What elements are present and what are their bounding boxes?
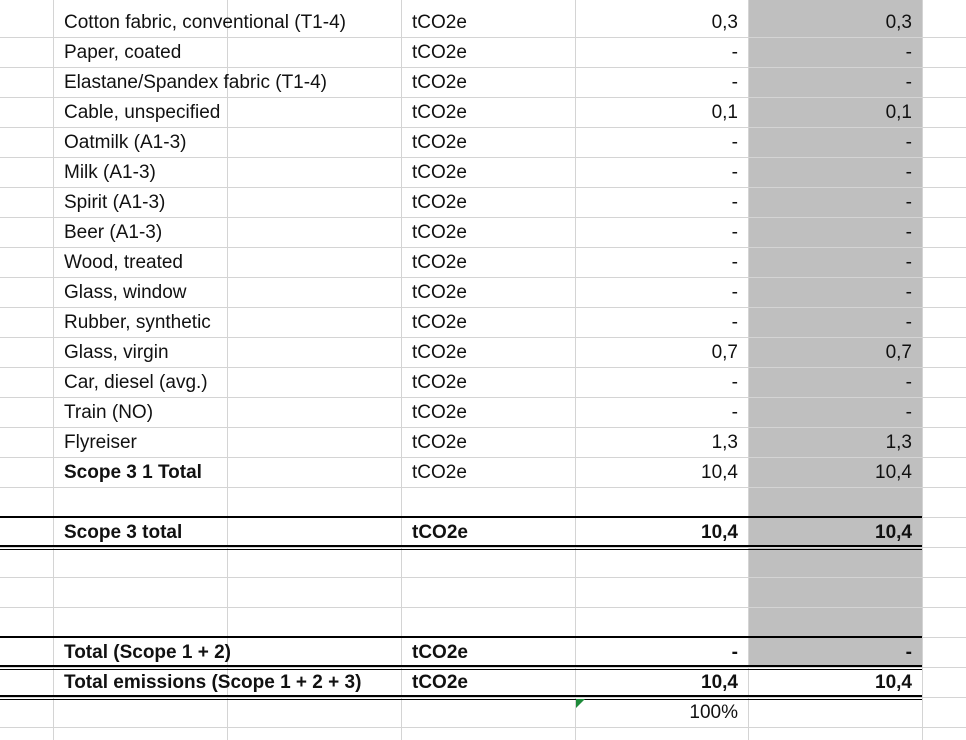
value-cell-shaded[interactable]: -: [905, 372, 912, 393]
row-label-cell[interactable]: Scope 3 total: [64, 522, 183, 543]
table-row[interactable]: [0, 128, 966, 158]
value-cell-shaded[interactable]: [750, 548, 912, 577]
value-cell[interactable]: -: [731, 312, 738, 333]
value-cell[interactable]: 10,4: [701, 672, 738, 693]
value-cell[interactable]: -: [731, 132, 738, 153]
table-row[interactable]: [0, 608, 966, 638]
table-row[interactable]: [0, 68, 966, 98]
unit-cell[interactable]: tCO2e: [412, 372, 467, 393]
value-cell[interactable]: [576, 548, 738, 577]
value-cell[interactable]: -: [731, 282, 738, 303]
row-label-cell[interactable]: Scope 3 1 Total: [64, 462, 202, 483]
value-cell-shaded[interactable]: 10,4: [875, 462, 912, 483]
value-cell-shaded[interactable]: -: [905, 252, 912, 273]
table-row[interactable]: [0, 38, 966, 68]
unit-cell[interactable]: tCO2e: [412, 342, 467, 363]
value-cell-shaded[interactable]: -: [905, 42, 912, 63]
value-cell[interactable]: -: [731, 372, 738, 393]
value-cell[interactable]: 0,7: [711, 342, 738, 363]
unit-cell[interactable]: tCO2e: [412, 402, 467, 423]
row-label-cell[interactable]: Car, diesel (avg.): [64, 372, 208, 393]
row-label-cell[interactable]: Rubber, synthetic: [64, 312, 211, 333]
row-label-cell[interactable]: Glass, virgin: [64, 342, 169, 363]
table-row[interactable]: [0, 668, 966, 698]
row-label-cell[interactable]: Wood, treated: [64, 252, 184, 273]
value-cell-shaded[interactable]: -: [905, 132, 912, 153]
value-cell-shaded[interactable]: 1,3: [885, 432, 912, 453]
row-label-cell[interactable]: Train (NO): [64, 402, 154, 423]
value-cell-shaded[interactable]: [750, 488, 912, 517]
value-cell-shaded[interactable]: -: [905, 402, 912, 423]
table-row[interactable]: [0, 518, 966, 548]
unit-cell[interactable]: tCO2e: [412, 252, 467, 273]
value-cell-shaded[interactable]: -: [905, 72, 912, 93]
value-cell-shaded[interactable]: [750, 698, 912, 727]
value-cell-shaded[interactable]: -: [905, 312, 912, 333]
table-row[interactable]: [0, 428, 966, 458]
unit-cell[interactable]: tCO2e: [412, 42, 467, 63]
value-cell[interactable]: -: [731, 252, 738, 273]
row-label-cell[interactable]: [64, 608, 394, 637]
cell-comment-indicator[interactable]: [576, 699, 585, 708]
row-label-cell[interactable]: Cotton fabric, conventional (T1-4): [64, 12, 346, 33]
table-row[interactable]: [0, 578, 966, 608]
row-label-cell[interactable]: Cable, unspecified: [64, 102, 221, 123]
table-row[interactable]: [0, 278, 966, 308]
top-border-total-scope12: [0, 636, 922, 638]
unit-cell[interactable]: tCO2e: [412, 432, 467, 453]
unit-cell[interactable]: tCO2e: [412, 72, 467, 93]
double-border-scope3-total: [0, 545, 922, 547]
value-cell-shaded[interactable]: 0,7: [885, 342, 912, 363]
unit-cell[interactable]: tCO2e: [412, 642, 468, 663]
unit-cell[interactable]: [412, 488, 562, 517]
value-cell-shaded[interactable]: [750, 608, 912, 637]
value-cell[interactable]: 10,4: [701, 522, 738, 543]
table-row[interactable]: [0, 188, 966, 218]
table-row[interactable]: [0, 398, 966, 428]
unit-cell[interactable]: tCO2e: [412, 222, 467, 243]
row-label-cell[interactable]: Glass, window: [64, 282, 187, 303]
value-cell-shaded[interactable]: 10,4: [875, 522, 912, 543]
unit-cell[interactable]: tCO2e: [412, 102, 467, 123]
table-row[interactable]: [0, 308, 966, 338]
unit-cell[interactable]: [412, 548, 562, 577]
row-label-cell[interactable]: [64, 578, 394, 607]
row-label-cell[interactable]: Elastane/Spandex fabric (T1-4): [64, 72, 327, 93]
row-label-cell[interactable]: [64, 548, 394, 577]
value-cell[interactable]: 10,4: [701, 462, 738, 483]
top-border-scope3-total: [0, 516, 922, 518]
value-cell[interactable]: -: [731, 72, 738, 93]
table-row[interactable]: [0, 458, 966, 488]
value-cell[interactable]: -: [731, 642, 738, 663]
value-cell-shaded[interactable]: 0,1: [885, 102, 912, 123]
unit-cell[interactable]: [412, 578, 562, 607]
row-label-cell[interactable]: Beer (A1-3): [64, 222, 163, 243]
row-label-cell[interactable]: Milk (A1-3): [64, 162, 156, 183]
value-cell[interactable]: [576, 578, 738, 607]
value-cell[interactable]: [576, 488, 738, 517]
value-cell[interactable]: -: [731, 222, 738, 243]
unit-cell[interactable]: tCO2e: [412, 522, 468, 543]
unit-cell[interactable]: tCO2e: [412, 132, 467, 153]
value-cell[interactable]: 1,3: [711, 432, 738, 453]
row-label-cell[interactable]: Paper, coated: [64, 42, 182, 63]
table-row[interactable]: [0, 368, 966, 398]
value-cell[interactable]: -: [731, 192, 738, 213]
table-row[interactable]: [0, 8, 966, 38]
unit-cell[interactable]: tCO2e: [412, 12, 467, 33]
double-border-total-emissions: [0, 699, 922, 700]
table-row[interactable]: [0, 98, 966, 128]
table-row[interactable]: [0, 638, 966, 668]
value-cell-shaded[interactable]: -: [905, 642, 912, 663]
table-row[interactable]: [0, 698, 966, 728]
unit-cell[interactable]: tCO2e: [412, 282, 467, 303]
value-cell[interactable]: -: [731, 162, 738, 183]
value-cell[interactable]: -: [731, 42, 738, 63]
value-cell[interactable]: 0,1: [711, 102, 738, 123]
unit-cell[interactable]: tCO2e: [412, 462, 467, 483]
value-cell-shaded[interactable]: 0,3: [885, 12, 912, 33]
table-row[interactable]: [0, 488, 966, 518]
double-border-total-emissions: [0, 695, 922, 697]
row-label-cell[interactable]: [64, 488, 394, 517]
value-cell[interactable]: 100%: [689, 702, 738, 723]
unit-cell[interactable]: tCO2e: [412, 192, 467, 213]
value-cell-shaded[interactable]: -: [905, 162, 912, 183]
double-border-total-scope12: [0, 665, 922, 667]
row-label-cell[interactable]: Flyreiser: [64, 432, 137, 453]
row-label-cell[interactable]: Total emissions (Scope 1 + 2 + 3): [64, 672, 362, 693]
value-cell-shaded[interactable]: -: [905, 192, 912, 213]
double-border-total-scope12: [0, 669, 922, 670]
unit-cell[interactable]: tCO2e: [412, 162, 467, 183]
row-label-cell[interactable]: Total (Scope 1 + 2): [64, 642, 231, 663]
unit-cell[interactable]: [412, 698, 562, 727]
row-label-cell[interactable]: Oatmilk (A1-3): [64, 132, 187, 153]
value-cell-shaded[interactable]: -: [905, 282, 912, 303]
row-label-cell[interactable]: Spirit (A1-3): [64, 192, 166, 213]
unit-cell[interactable]: tCO2e: [412, 672, 468, 693]
unit-cell[interactable]: [412, 608, 562, 637]
value-cell[interactable]: 0,3: [711, 12, 738, 33]
double-border-scope3-total: [0, 549, 922, 550]
table-row[interactable]: [0, 548, 966, 578]
value-cell[interactable]: -: [731, 402, 738, 423]
table-row[interactable]: [0, 158, 966, 188]
value-cell-shaded[interactable]: 10,4: [875, 672, 912, 693]
value-cell-shaded[interactable]: [750, 578, 912, 607]
value-cell[interactable]: [576, 608, 738, 637]
table-row[interactable]: [0, 338, 966, 368]
table-row[interactable]: [0, 218, 966, 248]
row-label-cell[interactable]: [64, 698, 394, 727]
unit-cell[interactable]: tCO2e: [412, 312, 467, 333]
value-cell-shaded[interactable]: -: [905, 222, 912, 243]
table-row[interactable]: [0, 248, 966, 278]
